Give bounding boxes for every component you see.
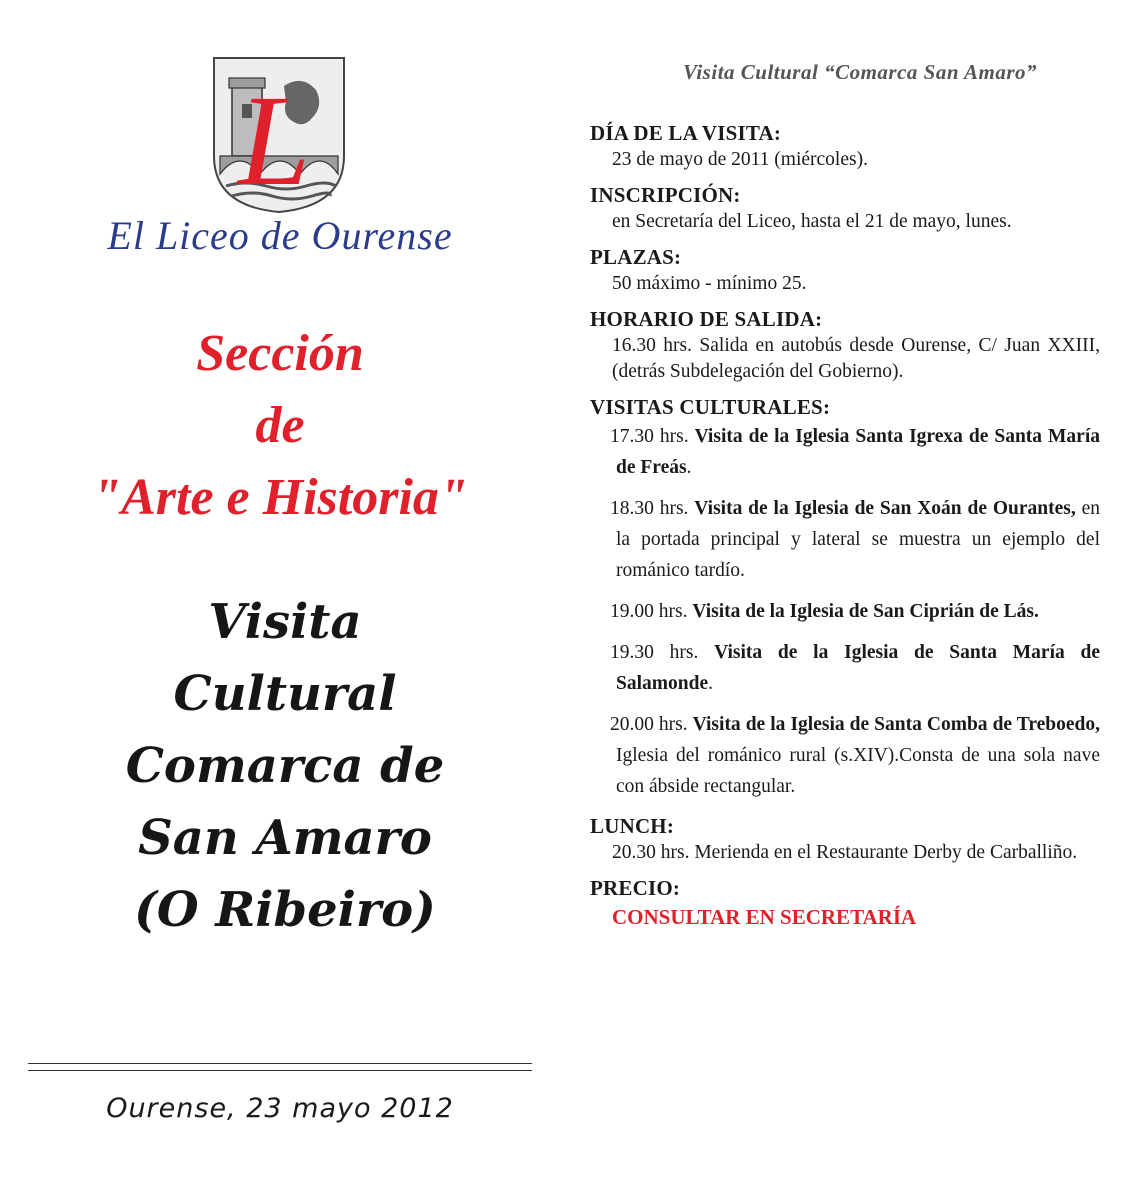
lunch-text: 20.30 hrs. Merienda en el Restaurante Derby de Carballiño. — [612, 842, 1078, 863]
visit-rest: Iglesia del románico rural (s.XIV).Consta de una sola nave con ábside rectangular. — [616, 745, 1100, 797]
visit-date-label: DÍA DE LA VISITA: — [590, 121, 782, 145]
price-label: PRECIO: — [590, 876, 681, 900]
visit-rest: . — [686, 457, 692, 478]
visit-title: Visita de la Iglesia de San Xoán de Ourantes, — [694, 498, 1076, 519]
section-line: de — [255, 397, 305, 454]
visit-title: Visita de la Iglesia Santa Igrexa de Santa María de Freás — [616, 426, 1100, 478]
price-text: CONSULTAR EN SECRETARÍA — [612, 905, 917, 929]
event-line: Cultural — [173, 666, 397, 722]
visit-rest: en la portada principal y lateral se muestra un ejemplo del románico tardío. — [616, 498, 1100, 581]
visit-time: 17.30 hrs. — [610, 426, 689, 447]
visit-item — [590, 709, 1100, 802]
cultural-visits-block — [590, 393, 1100, 802]
visit-time: 18.30 hrs. — [610, 498, 689, 519]
visit-item — [590, 421, 1100, 483]
places-label: PLAZAS: — [590, 245, 682, 269]
section-title — [30, 318, 530, 534]
places-block — [590, 243, 1100, 297]
visit-date-text: 23 de mayo de 2011 (miércoles). — [612, 149, 868, 170]
visit-time: 19.00 hrs. — [610, 601, 688, 622]
visit-time: 19.30 hrs. — [610, 642, 699, 663]
departure-text: 16.30 hrs. Salida en autobús desde Ourense, C/ Juan XXIII, (detrás Subdelegación del Gobierno). — [612, 335, 1100, 382]
price-block — [590, 874, 1100, 932]
registration-text: en Secretaría del Liceo, hasta el 21 de mayo, lunes. — [612, 211, 1012, 232]
event-title — [30, 586, 540, 946]
lunch-label: LUNCH: — [590, 814, 675, 838]
divider — [28, 1063, 532, 1064]
departure-block — [590, 305, 1100, 385]
visit-date-block — [590, 119, 1100, 173]
visit-item — [590, 493, 1100, 586]
places-text: 50 máximo - mínimo 25. — [612, 273, 807, 294]
visit-time: 20.00 hrs. — [610, 714, 688, 735]
details-header: Visita Cultural “Comarca San Amaro” — [683, 60, 1037, 84]
event-line: (O Ribeiro) — [134, 882, 436, 938]
registration-block — [590, 181, 1100, 235]
departure-label: HORARIO DE SALIDA: — [590, 307, 823, 331]
visit-item — [590, 596, 1100, 627]
section-line: Sección — [196, 325, 364, 382]
event-line: San Amaro — [138, 810, 432, 866]
cultural-visits-label: VISITAS CULTURALES: — [590, 395, 831, 419]
logo-letter: L — [238, 69, 311, 213]
cover-panel — [0, 0, 560, 1190]
liceo-coat-of-arms-logo — [212, 56, 346, 214]
visit-title: Visita de la Iglesia de San Ciprián de Lás. — [692, 601, 1039, 622]
details-panel — [590, 60, 1100, 940]
lunch-block — [590, 812, 1100, 866]
section-line: "Arte e Historia" — [92, 469, 468, 526]
place-date: Ourense, 23 mayo 2012 — [106, 1093, 454, 1124]
registration-label: INSCRIPCIÓN: — [590, 183, 741, 207]
liceo-name: El Liceo de Ourense — [107, 213, 453, 258]
visit-rest: . — [708, 673, 713, 694]
visit-item — [590, 637, 1100, 699]
event-line: Visita — [208, 594, 362, 650]
visit-title: Visita de la Iglesia de Santa María de Salamonde — [616, 642, 1100, 694]
divider — [28, 1070, 532, 1071]
event-line: Comarca de — [125, 738, 445, 794]
visit-title: Visita de la Iglesia de Santa Comba de Treboedo, — [692, 714, 1100, 735]
